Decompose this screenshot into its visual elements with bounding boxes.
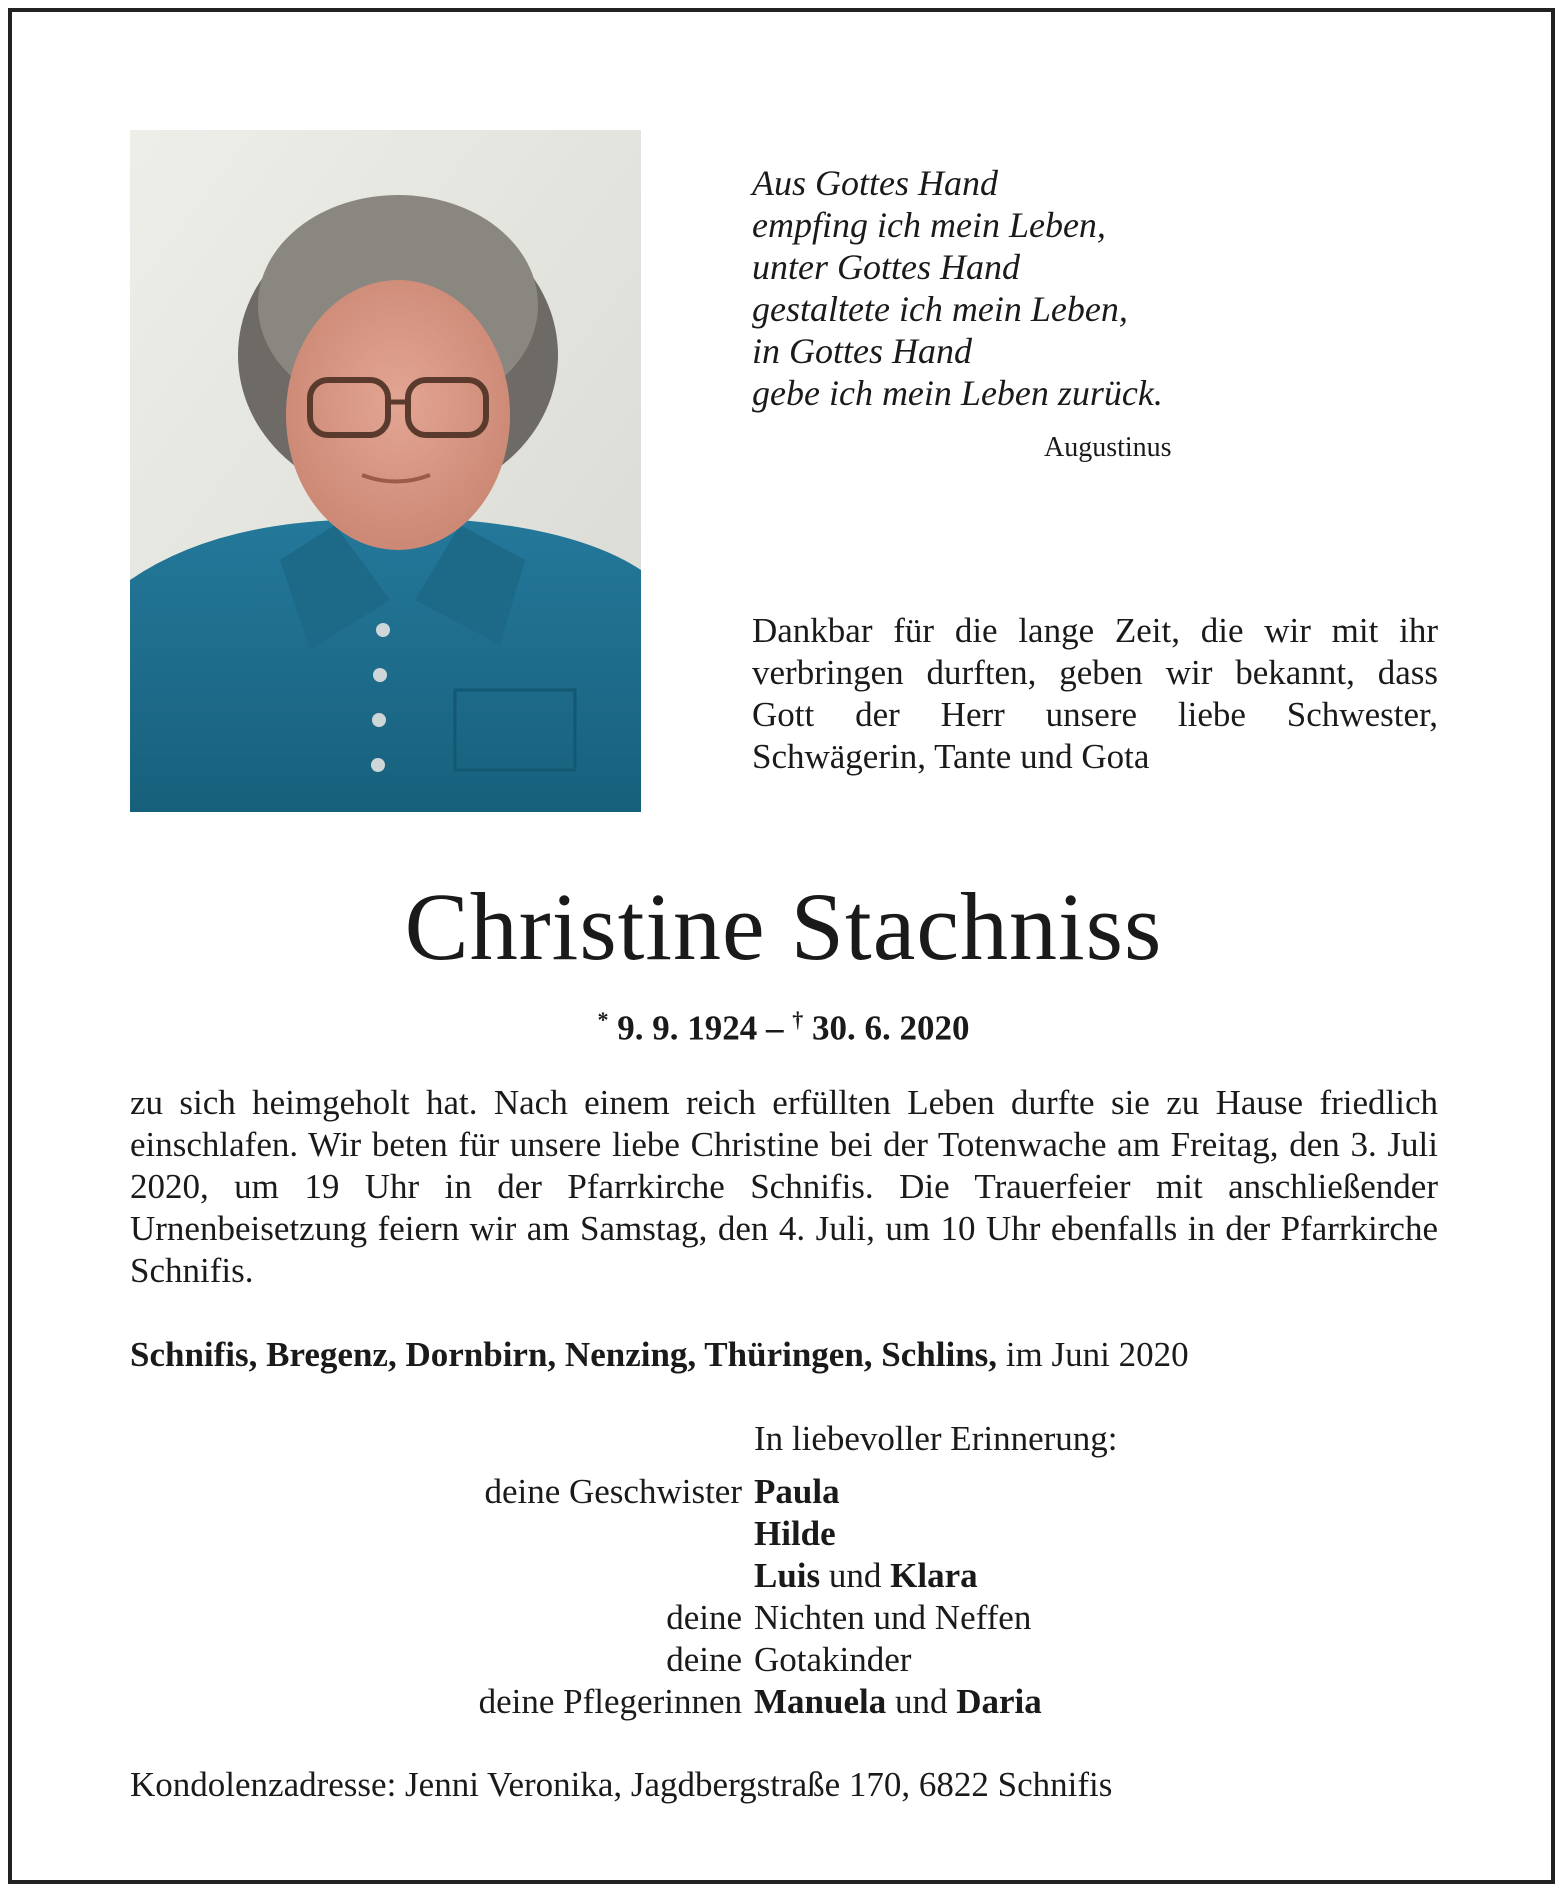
signer-row bbox=[130, 1597, 1460, 1639]
signer-name: Paula bbox=[754, 1472, 840, 1511]
signer-text: Nichten und Neffen bbox=[754, 1598, 1032, 1637]
date-separator: – bbox=[766, 1008, 784, 1048]
deceased-name: Christine Stachniss bbox=[404, 873, 1163, 980]
signer-name: Manuela bbox=[754, 1682, 887, 1721]
signer-relation: deine Pflegerinnen bbox=[478, 1682, 742, 1721]
life-dates bbox=[0, 998, 1567, 1051]
signer-text: Gotakinder bbox=[754, 1640, 912, 1679]
signer-row bbox=[130, 1639, 1460, 1681]
memory-heading: In liebevoller Erinnerung: bbox=[754, 1419, 1118, 1458]
death-date: 30. 6. 2020 bbox=[812, 1008, 970, 1048]
birth-symbol: * bbox=[597, 1007, 609, 1032]
quote-line: unter Gottes Hand bbox=[752, 247, 1020, 287]
quote-line: gebe ich mein Leben zurück. bbox=[752, 373, 1163, 413]
signer-name: Hilde bbox=[754, 1514, 836, 1553]
signer-joiner: und bbox=[828, 1556, 882, 1595]
signer-joiner: und bbox=[894, 1682, 948, 1721]
signer-relation bbox=[130, 1555, 754, 1597]
service-details: zu sich heimgeholt hat. Nach einem reich erfüllten Leben durfte sie zu Hause friedlich einschlafen. Wir beten für unsere liebe Christine bei der Totenwache am Freitag, den 3. Juli 2020, um 19 Uhr in der Pfarrkirche Schnifis. Die Trauerfeier mit anschließender Urnenbeisetzung feiern wir am Samstag, den 4. Juli, um 10 Uhr ebenfalls in der Pfarrkirche Schnifis. bbox=[130, 1083, 1438, 1290]
signer-row bbox=[130, 1471, 1460, 1513]
bible-quote bbox=[752, 162, 1222, 414]
signer-name: Daria bbox=[956, 1682, 1042, 1721]
quote-line: in Gottes Hand bbox=[752, 331, 972, 371]
signer-relation: deine bbox=[666, 1640, 742, 1679]
places-line bbox=[130, 1334, 1460, 1376]
birth-date: 9. 9. 1924 bbox=[617, 1008, 758, 1048]
intro-paragraph: Dankbar für die lange Zeit, die wir mit ihr verbringen durften, geben wir bekannt, dass Gott der Herr unsere liebe Schwester, Schwägerin, Tante und Gota bbox=[752, 611, 1438, 776]
signer-relation: deine Geschwister bbox=[484, 1472, 742, 1511]
signer-row bbox=[130, 1513, 1460, 1555]
signer-row bbox=[130, 1555, 1460, 1597]
signer-row bbox=[130, 1681, 1460, 1723]
signer-relation bbox=[130, 1513, 754, 1555]
quote-author: Augustinus bbox=[1044, 432, 1172, 463]
signer-relation: deine bbox=[666, 1598, 742, 1637]
places-towns: Schnifis, Bregenz, Dornbirn, Nenzing, Thüringen, Schlins, bbox=[130, 1335, 998, 1374]
signers-list bbox=[130, 1471, 1460, 1723]
death-symbol: † bbox=[792, 1007, 804, 1032]
places-date: im Juni 2020 bbox=[1005, 1335, 1189, 1374]
quote-line: Aus Gottes Hand bbox=[752, 163, 998, 203]
signer-name: Klara bbox=[890, 1556, 978, 1595]
quote-line: gestaltete ich mein Leben, bbox=[752, 289, 1128, 329]
condolence-address: Kondolenzadresse: Jenni Veronika, Jagdbergstraße 170, 6822 Schnifis bbox=[130, 1765, 1113, 1804]
signer-name: Luis bbox=[754, 1556, 821, 1595]
portrait-photo bbox=[130, 130, 641, 812]
quote-line: empfing ich mein Leben, bbox=[752, 205, 1106, 245]
